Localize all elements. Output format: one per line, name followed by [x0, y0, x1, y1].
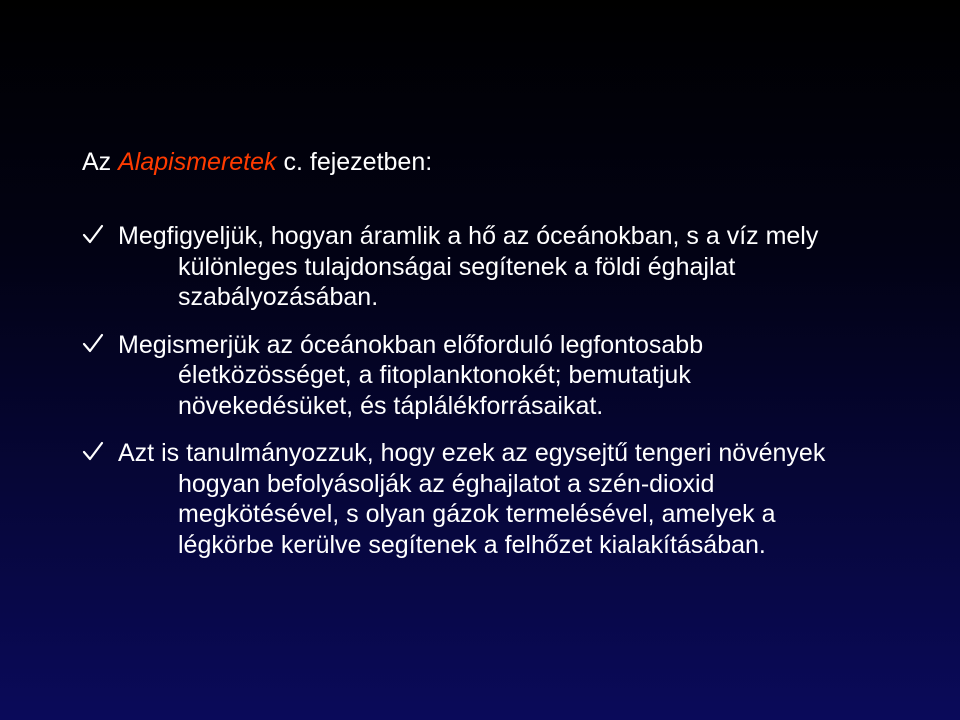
bullet-item-phytoplankton	[82, 330, 902, 422]
bullet-line: hogyan befolyásolják az éghajlatot a szén-dioxid	[178, 469, 715, 498]
bullet-line: légkörbe kerülve segítenek a felhőzet kialakításában.	[178, 530, 766, 559]
bullet-item-climate-influence	[82, 438, 902, 560]
bullet-line: Megismerjük az óceánokban előforduló legfontosabb	[118, 330, 704, 359]
bullet-list	[82, 221, 902, 577]
bullet-line: növekedésüket, és táplálékforrásaikat.	[178, 391, 604, 420]
bullet-line: megkötésével, s olyan gázok termelésével, amelyek a	[178, 500, 776, 528]
checkmark-icon	[82, 332, 104, 354]
bullet-line: szabályozásában.	[178, 283, 379, 311]
checkmark-icon	[82, 223, 104, 245]
checkmark-icon	[82, 440, 104, 462]
intro-highlight: Alapismeretek	[118, 148, 277, 176]
bullet-line: Megfigyeljük, hogyan áramlik a hő az óceánokban, s a víz mely	[118, 222, 819, 250]
intro-line	[82, 146, 432, 178]
bullet-line: életközösséget, a fitoplanktonokét; bemutatjuk	[178, 361, 691, 389]
bullet-line: Azt is tanulmányozzuk, hogy ezek az egysejtű tengeri növények	[118, 439, 826, 467]
intro-prefix: Az	[82, 148, 119, 176]
intro-suffix: c. fejezetben:	[276, 148, 433, 176]
bullet-line: különleges tulajdonságai segítenek a földi éghajlat	[178, 252, 736, 281]
bullet-item-heat-flow	[82, 221, 902, 313]
